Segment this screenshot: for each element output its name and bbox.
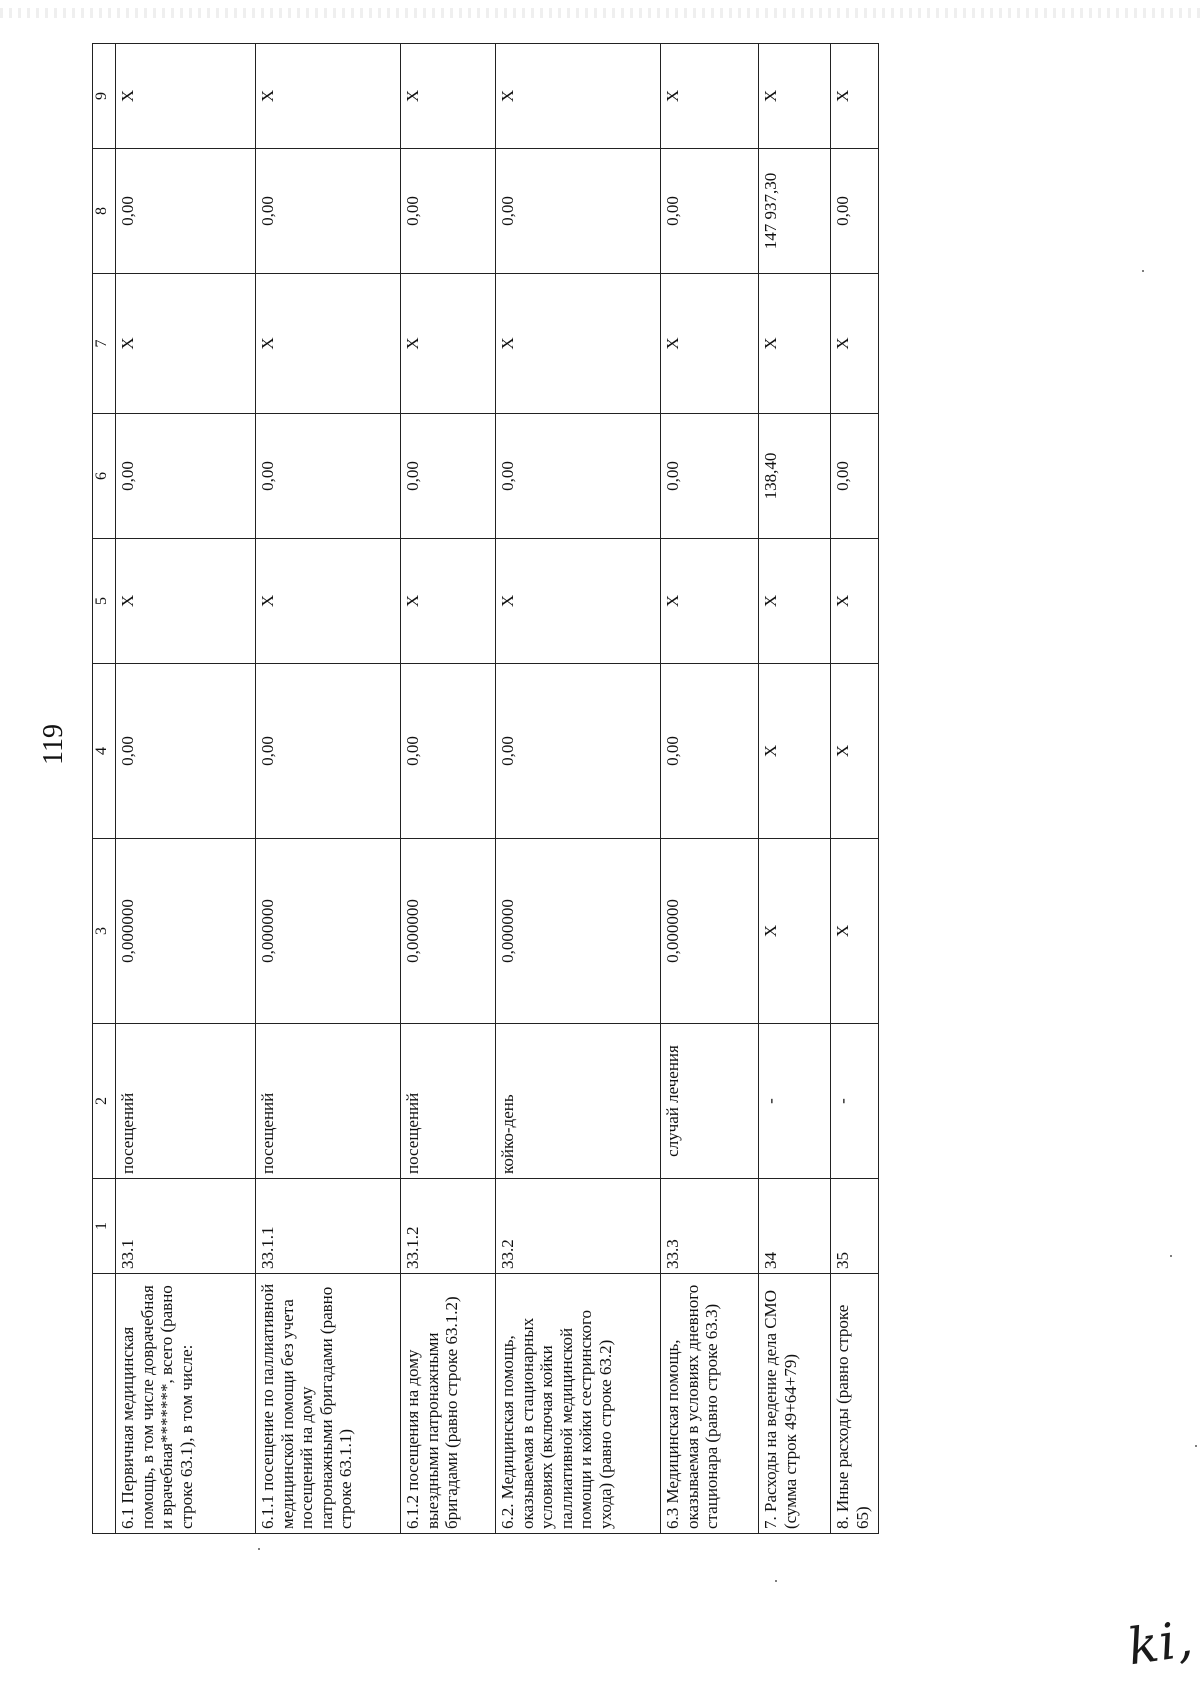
cell-col4: X: [759, 664, 831, 839]
cell-col4: 0,00: [496, 664, 661, 839]
row-unit: -: [831, 1024, 879, 1179]
cell-col9: X: [831, 44, 879, 149]
row-name: 6.1 Первичная медицинская помощь, в том числе доврачебная и врачебная*******, всего (равно строке 63.1), в том числе:: [116, 1274, 256, 1534]
row-line-number: 34: [759, 1179, 831, 1274]
cell-col5: X: [401, 539, 496, 664]
cell-col4: 0,00: [256, 664, 401, 839]
row-name: 6.1.1 посещение по паллиативной медицинской помощи без учета посещений на дому патронажными бригадами (равно строке 63.1.1): [256, 1274, 401, 1534]
cell-col4: X: [831, 664, 879, 839]
cell-col7: X: [256, 274, 401, 414]
scan-speck: [1170, 1255, 1172, 1257]
table-row: [831, 44, 879, 1534]
cell-col8: 0,00: [661, 149, 759, 274]
handwritten-signature-mark: ki,: [1124, 1609, 1197, 1677]
cell-col9: X: [759, 44, 831, 149]
rotated-table-wrapper: [92, 43, 879, 1534]
scan-speck: [258, 1548, 260, 1550]
header-cell: 3: [93, 839, 116, 1024]
cell-col6: 0,00: [496, 414, 661, 539]
row-line-number: 33.3: [661, 1179, 759, 1274]
row-unit: случай лечения: [661, 1024, 759, 1179]
cell-col4: 0,00: [401, 664, 496, 839]
row-unit: посещений: [401, 1024, 496, 1179]
row-name: 6.2. Медицинская помощь, оказываемая в стационарных условиях (включая койки паллиативной медицинской помощи и койки сестринского ухода) (равно строке 63.2): [496, 1274, 661, 1534]
cell-col3: 0,000000: [116, 839, 256, 1024]
header-cell: 1: [93, 1179, 116, 1274]
table-row: [496, 44, 661, 1534]
cell-col3: 0,000000: [661, 839, 759, 1024]
row-line-number: 33.1.1: [256, 1179, 401, 1274]
cell-col5: X: [831, 539, 879, 664]
row-name: 6.3 Медицинская помощь, оказываемая в условиях дневного стационара (равно строке 63.3): [661, 1274, 759, 1534]
cell-col6: 138,40: [759, 414, 831, 539]
cell-col6: 0,00: [256, 414, 401, 539]
row-line-number: 33.1.2: [401, 1179, 496, 1274]
cell-col5: X: [661, 539, 759, 664]
row-name: 7. Расходы на ведение дела СМО (сумма строк 49+64+79): [759, 1274, 831, 1534]
row-line-number: 33.1: [116, 1179, 256, 1274]
cell-col3: 0,000000: [256, 839, 401, 1024]
row-line-number: 35: [831, 1179, 879, 1274]
cell-col3: X: [759, 839, 831, 1024]
cell-col5: X: [116, 539, 256, 664]
row-unit: койко-день: [496, 1024, 661, 1179]
cell-col4: 0,00: [116, 664, 256, 839]
page-number: 119: [38, 724, 69, 765]
cell-col9: X: [256, 44, 401, 149]
cell-col7: X: [496, 274, 661, 414]
cell-col9: X: [401, 44, 496, 149]
cell-col7: X: [401, 274, 496, 414]
cell-col8: 0,00: [496, 149, 661, 274]
cell-col5: X: [256, 539, 401, 664]
cell-col7: X: [831, 274, 879, 414]
scan-edge-noise: [0, 8, 1200, 18]
header-cell: [93, 1274, 116, 1534]
header-cell: 9: [93, 44, 116, 149]
row-line-number: 33.2: [496, 1179, 661, 1274]
cell-col6: 0,00: [401, 414, 496, 539]
header-cell: 6: [93, 414, 116, 539]
header-row: [93, 44, 116, 1534]
cell-col4: 0,00: [661, 664, 759, 839]
row-unit: посещений: [256, 1024, 401, 1179]
table-row: [256, 44, 401, 1534]
header-cell: 5: [93, 539, 116, 664]
cell-col8: 147 937,30: [759, 149, 831, 274]
row-unit: -: [759, 1024, 831, 1179]
cell-col5: X: [759, 539, 831, 664]
scan-speck: [1195, 1445, 1197, 1447]
header-cell: 4: [93, 664, 116, 839]
row-name: 8. Иные расходы (равно строке 65): [831, 1274, 879, 1534]
cell-col6: 0,00: [661, 414, 759, 539]
cell-col8: 0,00: [256, 149, 401, 274]
header-cell: 7: [93, 274, 116, 414]
cell-col7: X: [661, 274, 759, 414]
cell-col6: 0,00: [831, 414, 879, 539]
cell-col9: X: [116, 44, 256, 149]
cell-col6: 0,00: [116, 414, 256, 539]
cell-col3: 0,000000: [401, 839, 496, 1024]
cell-col7: X: [759, 274, 831, 414]
row-unit: посещений: [116, 1024, 256, 1179]
header-cell: 2: [93, 1024, 116, 1179]
cell-col8: 0,00: [831, 149, 879, 274]
table-row: [759, 44, 831, 1534]
cell-col5: X: [496, 539, 661, 664]
cell-col8: 0,00: [116, 149, 256, 274]
scan-speck: [1142, 270, 1144, 272]
table-row: [116, 44, 256, 1534]
cell-col7: X: [116, 274, 256, 414]
cell-col8: 0,00: [401, 149, 496, 274]
cell-col9: X: [496, 44, 661, 149]
row-name: 6.1.2 посещения на дому выездными патронажными бригадами (равно строке 63.1.2): [401, 1274, 496, 1534]
cell-col3: 0,000000: [496, 839, 661, 1024]
cell-col9: X: [661, 44, 759, 149]
table-row: [401, 44, 496, 1534]
table-row: [661, 44, 759, 1534]
header-cell: 8: [93, 149, 116, 274]
scan-speck: [775, 1580, 777, 1582]
cell-col3: X: [831, 839, 879, 1024]
report-table: [92, 43, 879, 1534]
